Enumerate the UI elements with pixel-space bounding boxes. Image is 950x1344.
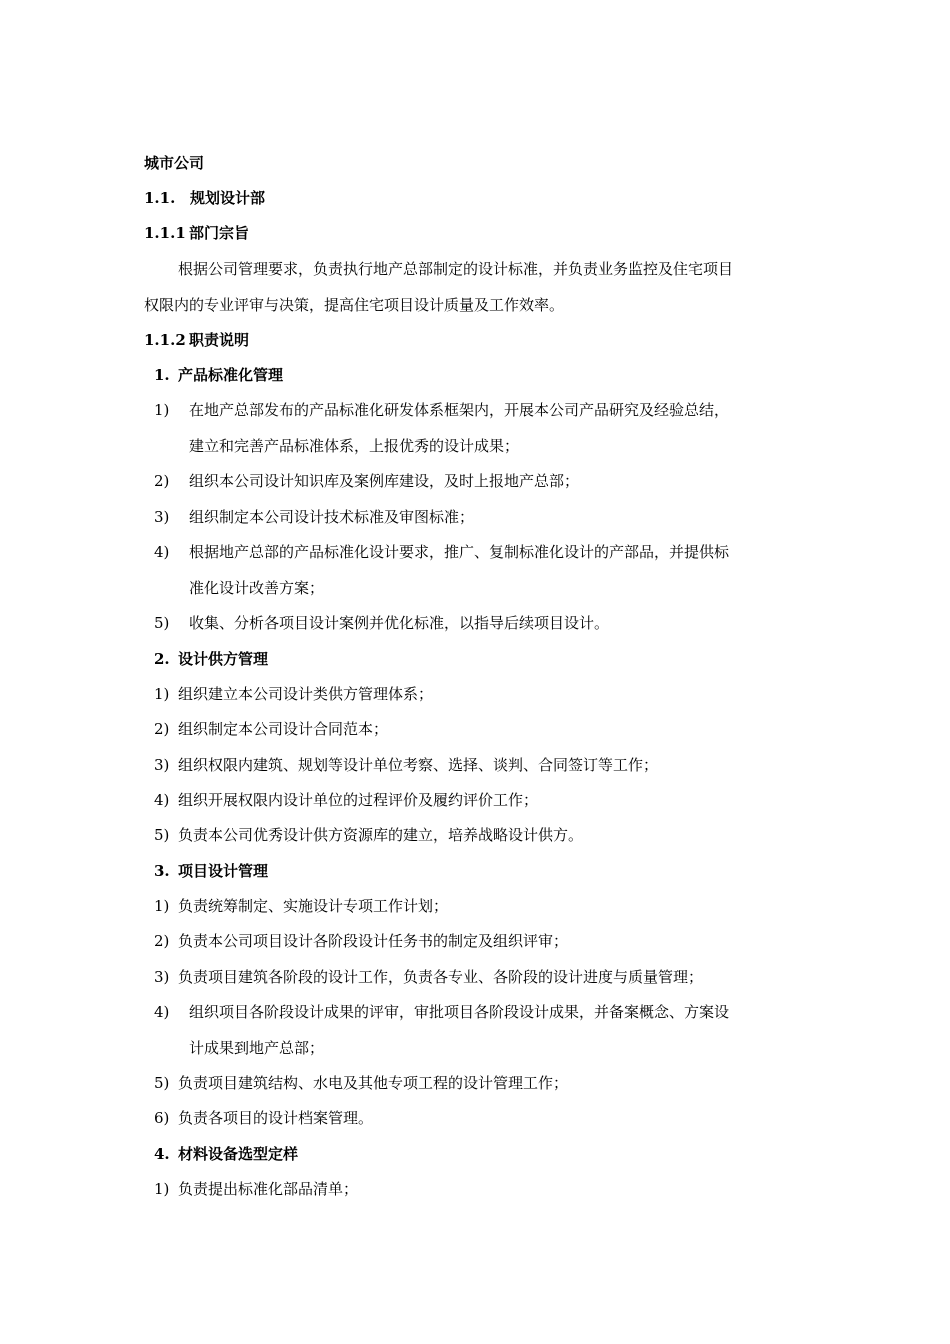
group-heading: 1. 产品标准化管理 bbox=[154, 366, 284, 384]
list-item: 4) 根据地产总部的产品标准化设计要求，推广、复制标准化设计的产部品，并提供标 bbox=[154, 543, 730, 561]
list-item: 3) 组织权限内建筑、规划等设计单位考察、选择、谈判、合同签订等工作； bbox=[154, 756, 659, 774]
list-item-continuation: 准化设计改善方案； bbox=[189, 579, 325, 597]
list-item: 4) 组织项目各阶段设计成果的评审，审批项目各阶段设计成果，并备案概念、方案设 bbox=[154, 1003, 730, 1021]
section-number: 1.1. bbox=[144, 189, 176, 207]
section-heading bbox=[144, 188, 265, 208]
group-heading: 4. 材料设备选型定样 bbox=[154, 1145, 299, 1163]
list-item: 1) 在地产总部发布的产品标准化研发体系框架内，开展本公司产品研究及经验总结， bbox=[154, 401, 730, 419]
list-item: 3) 负责项目建筑各阶段的设计工作，负责各专业、各阶段的设计进度与质量管理； bbox=[154, 968, 704, 986]
duties-number: 1.1.2 bbox=[144, 331, 186, 349]
list-item: 5) 收集、分析各项目设计案例并优化标准，以指导后续项目设计。 bbox=[154, 614, 610, 632]
list-item: 5) 负责本公司优秀设计供方资源库的建立，培养战略设计供方。 bbox=[154, 826, 584, 844]
company-title: 城市公司 bbox=[144, 154, 205, 172]
list-item: 1) 负责统筹制定、实施设计专项工作计划； bbox=[154, 897, 449, 915]
group-heading: 3. 项目设计管理 bbox=[154, 862, 269, 880]
list-item: 2) 组织制定本公司设计合同范本； bbox=[154, 720, 389, 738]
duties-heading bbox=[144, 330, 249, 350]
list-item: 6) 负责各项目的设计档案管理。 bbox=[154, 1109, 374, 1127]
purpose-title: 部门宗旨 bbox=[189, 224, 250, 242]
list-item: 1) 组织建立本公司设计类供方管理体系； bbox=[154, 685, 434, 703]
section-title: 规划设计部 bbox=[190, 189, 266, 207]
list-item: 1) 负责提出标准化部品清单； bbox=[154, 1180, 359, 1198]
duties-title: 职责说明 bbox=[189, 331, 250, 349]
list-item-continuation: 计成果到地产总部； bbox=[189, 1039, 325, 1057]
list-item-continuation: 建立和完善产品标准体系，上报优秀的设计成果； bbox=[189, 437, 520, 455]
purpose-heading bbox=[144, 223, 249, 243]
purpose-text-line-2: 权限内的专业评审与决策，提高住宅项目设计质量及工作效率。 bbox=[144, 296, 565, 314]
list-item: 4) 组织开展权限内设计单位的过程评价及履约评价工作； bbox=[154, 791, 539, 809]
list-item: 5) 负责项目建筑结构、水电及其他专项工程的设计管理工作； bbox=[154, 1074, 569, 1092]
purpose-text-line-1: 根据公司管理要求，负责执行地产总部制定的设计标准，并负责业务监控及住宅项目 bbox=[178, 260, 734, 278]
list-item: 2) 组织本公司设计知识库及案例库建设，及时上报地产总部； bbox=[154, 472, 580, 490]
list-item: 3) 组织制定本公司设计技术标准及审图标准； bbox=[154, 508, 475, 526]
purpose-number: 1.1.1 bbox=[144, 224, 186, 242]
list-item: 2) 负责本公司项目设计各阶段设计任务书的制定及组织评审； bbox=[154, 932, 569, 950]
group-heading: 2. 设计供方管理 bbox=[154, 650, 269, 668]
